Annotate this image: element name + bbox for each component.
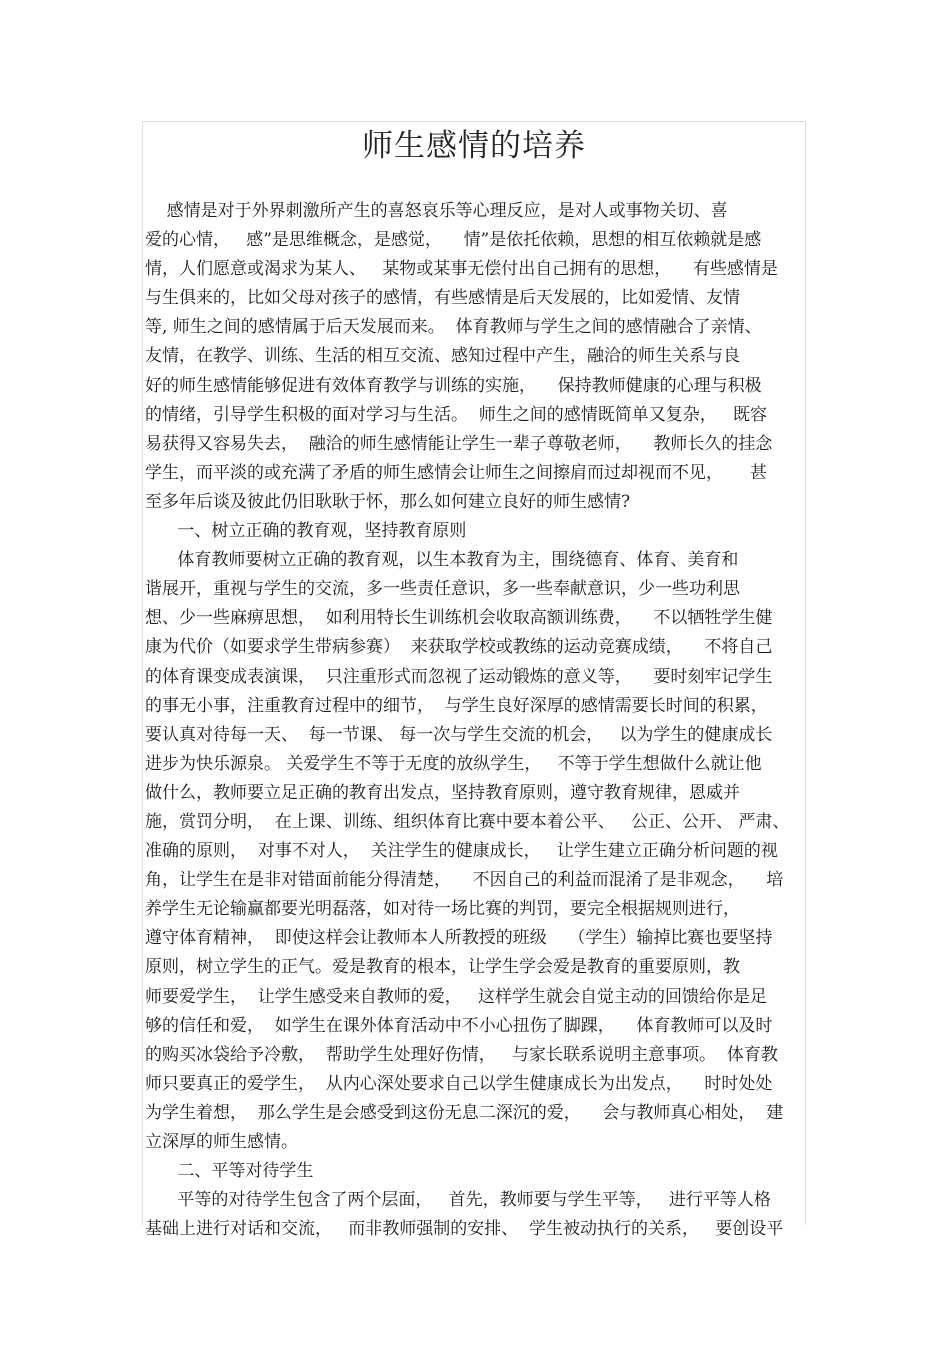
text-line: 角，让学生在是非对错面前能分得清楚， 不因自己的利益而混淆了是非观念， 培 [145, 870, 784, 891]
text-line: 的情绪，引导学生积极的面对学习与生活。 师生之间的感情既简单又复杂， 既容 [145, 404, 768, 425]
text-line: 与生俱来的，比如父母对孩子的感情，有些感情是后天发展的，比如爱情、友情 [145, 288, 740, 309]
text-line: 的体育课变成表演课， 只注重形式而忽视了运动锻炼的意义等， 要时刻牢记学生 [145, 666, 773, 687]
text-line: 要认真对待每一天、 每一节课、 每一次与学生交流的机会， 以为学生的健康成长 [145, 724, 773, 745]
text-line: 施，赏罚分明， 在上课、训练、组织体育比赛中要本着公平、 公正、公开、 严肃、 [145, 811, 790, 832]
text-line: 感情是对于外界刺激所产生的喜怒哀乐等心理反应，是对人或事物关切、喜 [145, 201, 728, 221]
text-line: 原则，树立学生的正气。爱是教育的根本，让学生学会爱是教育的重要原则，教 [145, 957, 740, 978]
text-line: 平等的对待学生包含了两个层面， 首先，教师要与学生平等， 进行平等人格 [145, 1190, 771, 1211]
text-line: 师要爱学生， 让学生感受来自教师的爱， 这样学生就会自觉主动的回馈给你是足 [145, 986, 768, 1007]
document-title: 师生感情的培养 [362, 128, 586, 164]
text-line: 做什么，教师要立足正确的教育出发点，坚持教育原则，遵守教育规律，恩威并 [145, 782, 740, 803]
text-line: 立深厚的师生感情。 [145, 1132, 298, 1152]
text-line: 易获得又容易失去， 融洽的师生感情能让学生一辈子尊敬老师， 教师长久的挂念 [145, 433, 773, 454]
text-line: 二、平等对待学生 [145, 1161, 314, 1182]
text-line: 的购买冰袋给予冷敷， 帮助学生处理好伤情， 与家长联系说明主意事项。 体育教 [145, 1044, 778, 1065]
text-line: 康为代价（如要求学生带病参赛） 来获取学校或教练的运动竞赛成绩， 不将自己 [145, 637, 773, 658]
text-line: 遵守体育精神， 即使这样会让教师本人所教授的班级 （学生）输掉比赛也要坚持 [145, 928, 773, 949]
text-line: 好的师生感情能够促进有效体育教学与训练的实施， 保持教师健康的心理与积极 [145, 375, 762, 396]
text-line: 谐展开，重视与学生的交流，多一些责任意识，多一些奉献意识，少一些功利思 [145, 579, 740, 600]
text-line: 师只要真正的爱学生， 从内心深处要求自己以学生健康成长为出发点， 时时处处 [145, 1073, 773, 1094]
text-line: 学生，而平淡的或充满了矛盾的师生感情会让师生之间擦肩而过却视而不见， 甚 [145, 462, 768, 483]
text-line: 至多年后谈及彼此仍旧耿耿于怀，那么如何建立良好的师生感情? [145, 491, 631, 512]
text-line: 为学生着想， 那么学生是会感受到这份无息二深沉的爱， 会与教师真心相处， 建 [145, 1102, 784, 1123]
text-line: 友情，在教学、训练、生活的相互交流、感知过程中产生，融洽的师生关系与良 [145, 346, 740, 367]
document-body [145, 197, 809, 1244]
text-line: 体育教师要树立正确的教育观，以生本教育为主，围绕德育、体育、美育和 [145, 550, 739, 571]
text-line: 想、少一些麻痹思想， 如利用特长生训练机会收取高额训练费， 不以牺牲学生健 [145, 608, 773, 629]
text-line: 情，人们愿意或渴求为某人、 某物或某事无偿付出自己拥有的思想， 有些感情是 [145, 259, 778, 280]
text-line: 的事无小事，注重教育过程中的细节， 与学生良好深厚的感情需要长时间的积累， [145, 695, 768, 716]
text-line: 爱的心情， 感”是思维概念，是感觉， 情”是依托依赖，思想的相互依赖就是感 [145, 230, 762, 251]
text-line: 等, 师生之间的感情属于后天发展而来。 体育教师与学生之间的感情融合了亲情、 [145, 317, 762, 338]
text-line: 够的信任和爱， 如学生在课外体育活动中不小心扭伤了脚踝， 体育教师可以及时 [145, 1015, 773, 1036]
text-line: 养学生无论输赢都要光明磊落，如对待一场比赛的判罚，要完全根据规则进行， [145, 899, 740, 920]
text-line: 准确的原则， 对事不对人， 关注学生的健康成长， 让学生建立正确分析问题的视 [145, 841, 778, 862]
text-line: 基础上进行对话和交流， 而非教师强制的安排、 学生被动执行的关系， 要创设平 [145, 1219, 784, 1240]
text-line: 一、树立正确的教育观，坚持教育原则 [145, 521, 467, 542]
text-line: 进步为快乐源泉。 关爱学生不等于无度的放纵学生， 不等于学生想做什么就让他 [145, 753, 762, 774]
